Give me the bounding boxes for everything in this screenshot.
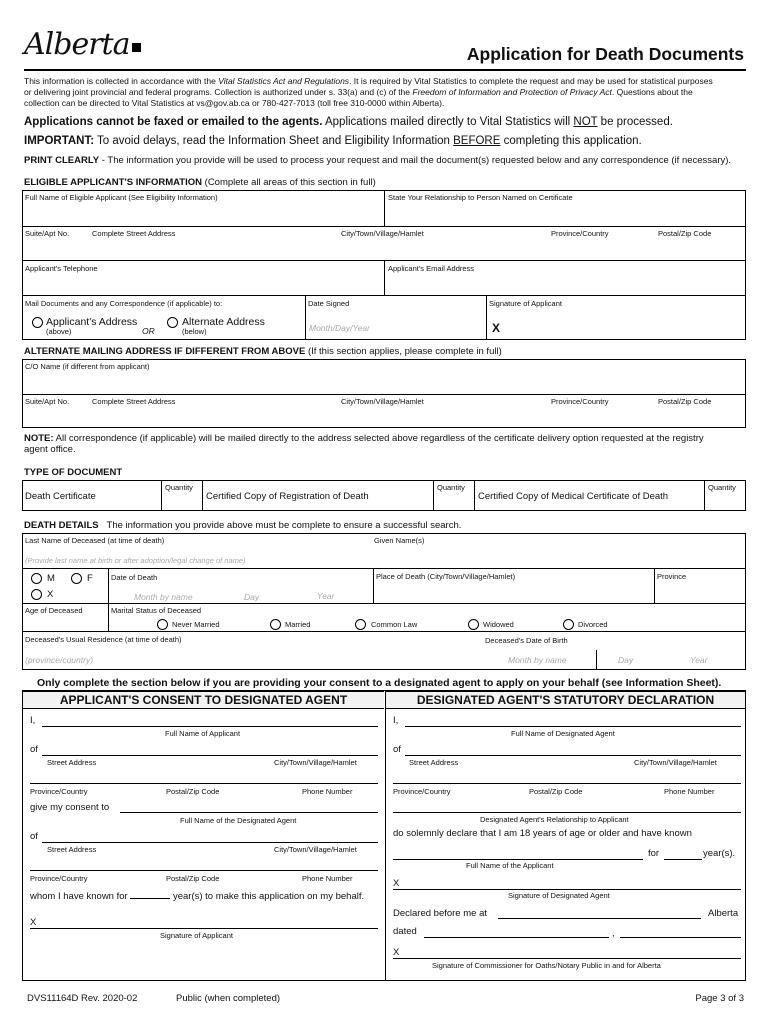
note-line-2: agent office. <box>24 444 76 455</box>
divorced-radio[interactable] <box>563 619 574 630</box>
date-of-death-field[interactable]: Date of Death <box>111 573 158 582</box>
dated-line-2[interactable] <box>620 937 741 938</box>
agent-signature-line[interactable] <box>393 889 741 890</box>
left-address-line-1[interactable] <box>42 755 378 756</box>
sex-x-radio[interactable] <box>31 589 42 600</box>
solemnly-declare-text: do solemnly declare that I am 18 years of age or older and have known <box>393 828 692 839</box>
commissioner-signature-line[interactable] <box>393 958 741 959</box>
qty-label-3: Quantity <box>708 483 736 492</box>
common-law-radio[interactable] <box>355 619 366 630</box>
last-name-hint: (Provide last name at birth or after adoption/legal change of name) <box>25 556 246 565</box>
alternate-address-radio[interactable] <box>167 317 178 328</box>
applicant-signature-line[interactable] <box>30 928 378 929</box>
qty-label-2: Quantity <box>437 483 465 492</box>
alternate-address-label: Alternate Address <box>182 316 265 328</box>
widowed-label: Widowed <box>483 620 514 629</box>
header-rule <box>24 69 746 71</box>
certified-medical-label: Certified Copy of Medical Certificate of Death <box>478 491 669 502</box>
residence-hint: (province/country) <box>25 655 94 665</box>
alt-province-field[interactable]: Province/Country <box>551 397 609 406</box>
left-city-caption-2: City/Town/Village/Hamlet <box>274 845 357 854</box>
co-name-field[interactable]: C/O Name (if different from applicant) <box>25 362 150 371</box>
left-province-caption-1: Province/Country <box>30 787 88 796</box>
dod-year-hint: Year <box>317 591 335 601</box>
street-field[interactable]: Complete Street Address <box>92 229 176 238</box>
alt-postal-field[interactable]: Postal/Zip Code <box>658 397 712 406</box>
left-of-2: of <box>30 831 38 842</box>
last-name-field[interactable]: Last Name of Deceased (at time of death) <box>25 536 165 545</box>
left-postal-caption-2: Postal/Zip Code <box>166 874 220 883</box>
dated-line-1[interactable] <box>424 937 609 938</box>
left-applicant-name-caption: Full Name of Applicant <box>165 729 241 738</box>
agent-signature-caption: Signature of Designated Agent <box>508 891 610 900</box>
right-city-caption: City/Town/Village/Hamlet <box>634 758 717 767</box>
never-married-radio[interactable] <box>157 619 168 630</box>
common-law-label: Common Law <box>371 620 418 629</box>
right-address-line-2[interactable] <box>393 783 741 784</box>
note-line-1: NOTE: All correspondence (if applicable) will be mailed directly to the address selected above regardless of the certificate delivery option requested at the registry <box>24 433 704 444</box>
telephone-field[interactable]: Applicant's Telephone <box>25 264 98 273</box>
sex-x-label: X <box>47 589 54 600</box>
intro-line-1: This information is collected in accordance with the Vital Statistics Act and Regulations. It is required by Vital Statistics to complete the request and may be used for statistical purposes <box>24 76 713 86</box>
declared-place-line[interactable] <box>498 918 701 919</box>
dob-day-hint: Day <box>618 655 634 665</box>
intro-line-3: collection can be directed to Vital Statistics at vs@gov.ab.ca or 780-427-7013 (toll free 310-0000 within Alberta). <box>24 98 445 108</box>
right-agent-name-line[interactable] <box>405 726 741 727</box>
applicant-signature-caption: Signature of Applicant <box>160 931 233 940</box>
alternate-heading: ALTERNATE MAILING ADDRESS IF DIFFERENT FROM ABOVE (If this section applies, please complete in full) <box>24 346 502 357</box>
alternate-address-sub: (below) <box>182 327 207 336</box>
divorced-label: Divorced <box>578 620 608 629</box>
place-of-death-field[interactable]: Place of Death (City/Town/Village/Hamlet) <box>376 572 516 581</box>
left-street-caption-2: Street Address <box>47 845 97 854</box>
left-address-line-4[interactable] <box>30 870 378 871</box>
dob-month-hint: Month by name <box>508 655 567 665</box>
left-i: I, <box>30 715 36 726</box>
for-text: for <box>648 848 660 859</box>
agent-name-line[interactable] <box>120 812 378 813</box>
right-section-title: DESIGNATED AGENT'S STATUTORY DECLARATION <box>386 691 745 709</box>
commissioner-signature-caption: Signature of Commissioner for Oaths/Notary Public in and for Alberta <box>432 961 661 970</box>
dod-month-hint: Month by name <box>134 592 193 602</box>
alt-city-field[interactable]: City/Town/Village/Hamlet <box>341 397 424 406</box>
applicant-address-sub: (above) <box>46 327 72 336</box>
certified-registration-label: Certified Copy of Registration of Death <box>206 491 369 502</box>
alt-suite-field[interactable]: Suite/Apt No. <box>25 397 70 406</box>
applicant-heading: ELIGIBLE APPLICANT'S INFORMATION (Complete all areas of this section in full) <box>24 177 376 188</box>
left-applicant-name-line[interactable] <box>42 726 378 727</box>
left-section-title: APPLICANT'S CONSENT TO DESIGNATED AGENT <box>23 691 384 709</box>
left-of-1: of <box>30 744 38 755</box>
given-names-field[interactable]: Given Name(s) <box>374 536 425 545</box>
logo-text: Alberta <box>24 27 130 62</box>
right-address-line-1[interactable] <box>405 755 741 756</box>
left-address-line-3[interactable] <box>42 842 378 843</box>
important-notice: IMPORTANT: To avoid delays, read the Information Sheet and Eligibility Information BEFORE completing this application. <box>24 135 642 147</box>
age-field[interactable]: Age of Deceased <box>25 606 83 615</box>
right-province-caption: Province/Country <box>393 787 451 796</box>
dated-comma: , <box>612 928 615 939</box>
signature-x: X <box>492 321 501 335</box>
years-known-line[interactable] <box>130 890 170 899</box>
no-fax-notice: Applications cannot be faxed or emailed to the agents. Applications mailed directly to Vital Statistics will NOT be processed. <box>24 116 673 128</box>
left-province-caption-2: Province/Country <box>30 874 88 883</box>
right-i: I, <box>393 715 399 726</box>
agent-name-caption: Full Name of the Designated Agent <box>180 816 297 825</box>
sex-f-label: F <box>87 573 93 584</box>
marital-label: Marital Status of Deceased <box>111 606 202 615</box>
page-title: Application for Death Documents <box>466 44 744 64</box>
form-number: DVS11164D Rev. 2020-02 <box>27 993 138 1004</box>
relationship-field[interactable]: State Your Relationship to Person Named on Certificate <box>388 193 573 202</box>
left-phone-caption-2: Phone Number <box>302 874 353 883</box>
known-applicant-caption: Full Name of the Applicant <box>466 861 554 870</box>
qty-label-1: Quantity <box>165 483 193 492</box>
married-label: Married <box>285 620 311 629</box>
page-number: Page 3 of 3 <box>695 993 744 1004</box>
suite-field[interactable]: Suite/Apt No. <box>25 229 70 238</box>
applicant-address-radio[interactable] <box>32 317 43 328</box>
widowed-radio[interactable] <box>468 619 479 630</box>
death-heading: DEATH DETAILS The information you provide above must be complete to ensure a successful search. <box>24 520 462 531</box>
right-phone-caption: Phone Number <box>664 787 715 796</box>
never-married-label: Never Married <box>172 620 220 629</box>
relationship-caption: Designated Agent's Relationship to Applicant <box>480 815 629 824</box>
mail-docs-label: Mail Documents and any Correspondence (if applicable) to: <box>25 299 223 308</box>
death-section <box>22 533 746 670</box>
email-field[interactable]: Applicant's Email Address <box>388 264 475 273</box>
logo-mark-icon <box>132 43 141 52</box>
date-signed-field[interactable]: Date Signed <box>308 299 350 308</box>
death-certificate-label: Death Certificate <box>25 491 96 502</box>
years-line[interactable] <box>664 859 702 860</box>
full-name-field[interactable]: Full Name of Eligible Applicant (See Eligibility Information) <box>25 193 218 202</box>
sex-m-radio[interactable] <box>31 573 42 584</box>
applicant-address-label: Applicant's Address <box>46 316 138 328</box>
alberta-logo <box>24 27 141 62</box>
intro-line-2: or delivering joint provincial and federal programs. Collection is authorized under s. 33(a) and (c) of the Freedom of Information and Protection of Privacy Act. Questions about the <box>24 87 693 97</box>
document-heading: TYPE OF DOCUMENT <box>24 467 123 478</box>
death-province-field[interactable]: Province <box>657 572 687 581</box>
alt-street-field[interactable]: Complete Street Address <box>92 397 176 406</box>
alberta-text: Alberta <box>708 908 739 919</box>
sex-f-radio[interactable] <box>71 573 82 584</box>
security-classification: Public (when completed) <box>176 993 281 1004</box>
signature-field[interactable]: Signature of Applicant <box>489 299 562 308</box>
dob-year-hint: Year <box>690 655 708 665</box>
left-street-caption-1: Street Address <box>47 758 97 767</box>
right-x: X <box>393 878 400 889</box>
right-postal-caption: Postal/Zip Code <box>529 787 583 796</box>
dob-field[interactable]: Deceased's Date of Birth <box>485 636 568 645</box>
married-radio[interactable] <box>270 619 281 630</box>
residence-field[interactable]: Deceased's Usual Residence (at time of death) <box>25 635 182 644</box>
left-city-caption-1: City/Town/Village/Hamlet <box>274 758 357 767</box>
left-address-line-2[interactable] <box>30 783 378 784</box>
known-for-text: whom I have known for year(s) to make this application on my behalf. <box>30 891 365 902</box>
print-clearly-notice: PRINT CLEARLY - The information you provide will be used to process your request and mail the document(s) requested below and any correspondence (if necessary). <box>24 155 732 166</box>
left-postal-caption-1: Postal/Zip Code <box>166 787 220 796</box>
city-field[interactable]: City/Town/Village/Hamlet <box>341 229 424 238</box>
right-of: of <box>393 744 401 755</box>
left-x: X <box>30 917 37 928</box>
province-field[interactable]: Province/Country <box>551 229 609 238</box>
dod-day-hint: Day <box>244 592 260 602</box>
sex-m-label: M <box>47 573 55 584</box>
years-text: year(s). <box>703 848 736 859</box>
right-street-caption: Street Address <box>409 758 459 767</box>
give-consent-text: give my consent to <box>30 802 110 813</box>
declared-before-text: Declared before me at <box>393 908 487 919</box>
dated-text: dated <box>393 926 417 937</box>
relationship-line[interactable] <box>393 812 741 813</box>
consent-banner: Only complete the section below if you are providing your consent to a designated agent to apply on your behalf (see Information Sheet). <box>37 677 722 689</box>
date-placeholder: Month/Day/Year <box>309 323 370 333</box>
postal-field[interactable]: Postal/Zip Code <box>658 229 712 238</box>
right-agent-name-caption: Full Name of Designated Agent <box>511 729 615 738</box>
left-phone-caption-1: Phone Number <box>302 787 353 796</box>
applicant-known-line[interactable] <box>393 859 643 860</box>
right-x-2: X <box>393 947 400 958</box>
or-label: OR <box>142 326 155 336</box>
